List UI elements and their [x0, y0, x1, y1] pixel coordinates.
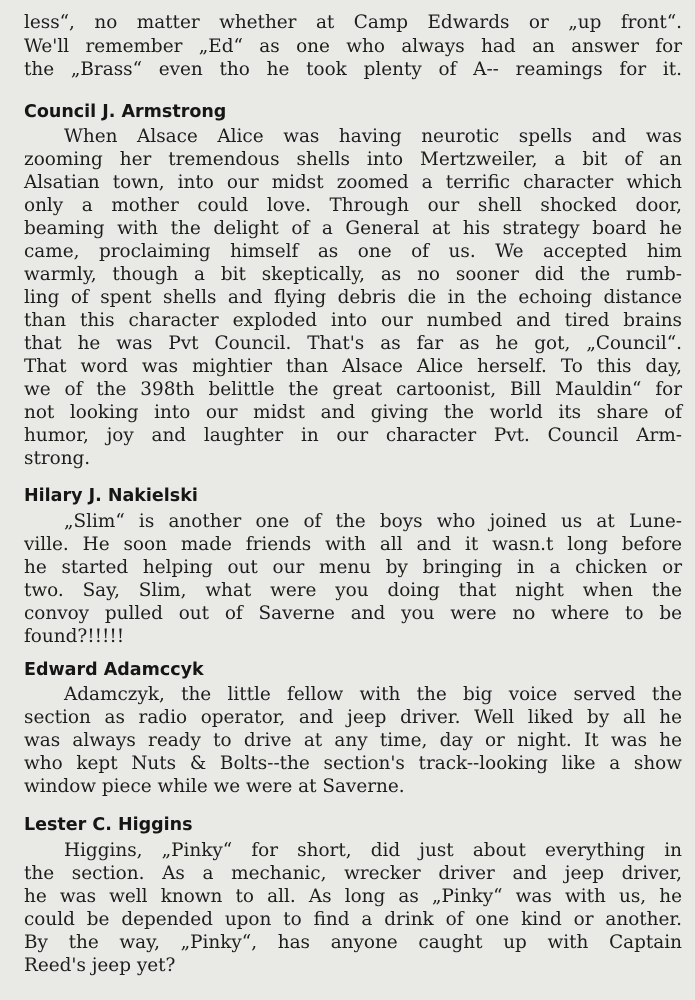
paragraph-line: zooming her tremendous shells into Mertzweiler, a bit of an [24, 149, 682, 170]
section-heading: Hilary J. Nakielski [24, 486, 198, 506]
paragraph-line: ling of spent shells and flying debris die in the echoing distance [24, 287, 682, 308]
paragraph-line: warmly, though a bit skeptically, as no sooner did the rumb- [24, 264, 682, 285]
paragraph-line: could be depended upon to find a drink of one kind or another. [24, 909, 682, 930]
paragraph-line: only a mother could love. Through our shell shocked door, [24, 195, 682, 216]
section-heading: Council J. Armstrong [24, 102, 227, 122]
paragraph-line: not looking into our midst and giving the world its share of [24, 402, 682, 423]
section-heading: Edward Adamccyk [24, 660, 204, 680]
paragraph-line: Alsatian town, into our midst zoomed a terrific character which [24, 172, 682, 193]
paragraph-line: we of the 398th belittle the great cartoonist, Bill Mauldin“ for [24, 379, 682, 400]
paragraph-line: convoy pulled out of Saverne and you were no where to be [24, 603, 682, 624]
paragraph-line: window piece while we were at Saverne. [24, 776, 405, 797]
paragraph-line: By the way, „Pinky“, has anyone caught up with Captain [24, 932, 682, 953]
paragraph-line: „Slim“ is another one of the boys who joined us at Lune- [64, 511, 682, 532]
paragraph-line: ville. He soon made friends with all and it wasn.t long before [24, 534, 682, 555]
section-heading: Lester C. Higgins [24, 815, 193, 835]
paragraph-line: he started helping out our menu by bringing in a chicken or [24, 557, 682, 578]
paragraph-line: two. Say, Slim, what were you doing that night when the [24, 580, 682, 601]
paragraph-line: Adamczyk, the little fellow with the big voice served the [64, 684, 682, 705]
paragraph-line: who kept Nuts & Bolts--the section's track--looking like a show [24, 753, 682, 774]
paragraph-line: he was well known to all. As long as „Pinky“ was with us, he [24, 886, 682, 907]
paragraph-line: section as radio operator, and jeep driver. Well liked by all he [24, 707, 682, 728]
paragraph-line: When Alsace Alice was having neurotic spells and was [64, 126, 682, 147]
paragraph-line: that he was Pvt Council. That's as far as he got, „Council“. [24, 333, 682, 354]
paragraph-line: came, proclaiming himself as one of us. We accepted him [24, 241, 682, 262]
intro-line: We'll remember „Ed“ as one who always had an answer for [24, 36, 682, 57]
paragraph-line: That word was mightier than Alsace Alice herself. To this day, [24, 356, 682, 377]
paragraph-line: was always ready to drive at any time, day or night. It was he [24, 730, 682, 751]
paragraph-line: the section. As a mechanic, wrecker driver and jeep driver, [24, 863, 682, 884]
paragraph-line: humor, joy and laughter in our character Pvt. Council Arm- [24, 425, 682, 446]
paragraph-line: found?!!!!! [24, 626, 125, 647]
paragraph-line: Reed's jeep yet? [24, 955, 176, 976]
intro-line: the „Brass“ even tho he took plenty of A-- reamings for it. [24, 59, 682, 80]
intro-line: less“, no matter whether at Camp Edwards or „up front“. [24, 12, 682, 33]
paragraph-line: beaming with the delight of a General at his strategy board he [24, 218, 682, 239]
paragraph-line: than this character exploded into our numbed and tired brains [24, 310, 682, 331]
paragraph-line: strong. [24, 448, 91, 469]
paragraph-line: Higgins, „Pinky“ for short, did just about everything in [64, 840, 682, 861]
